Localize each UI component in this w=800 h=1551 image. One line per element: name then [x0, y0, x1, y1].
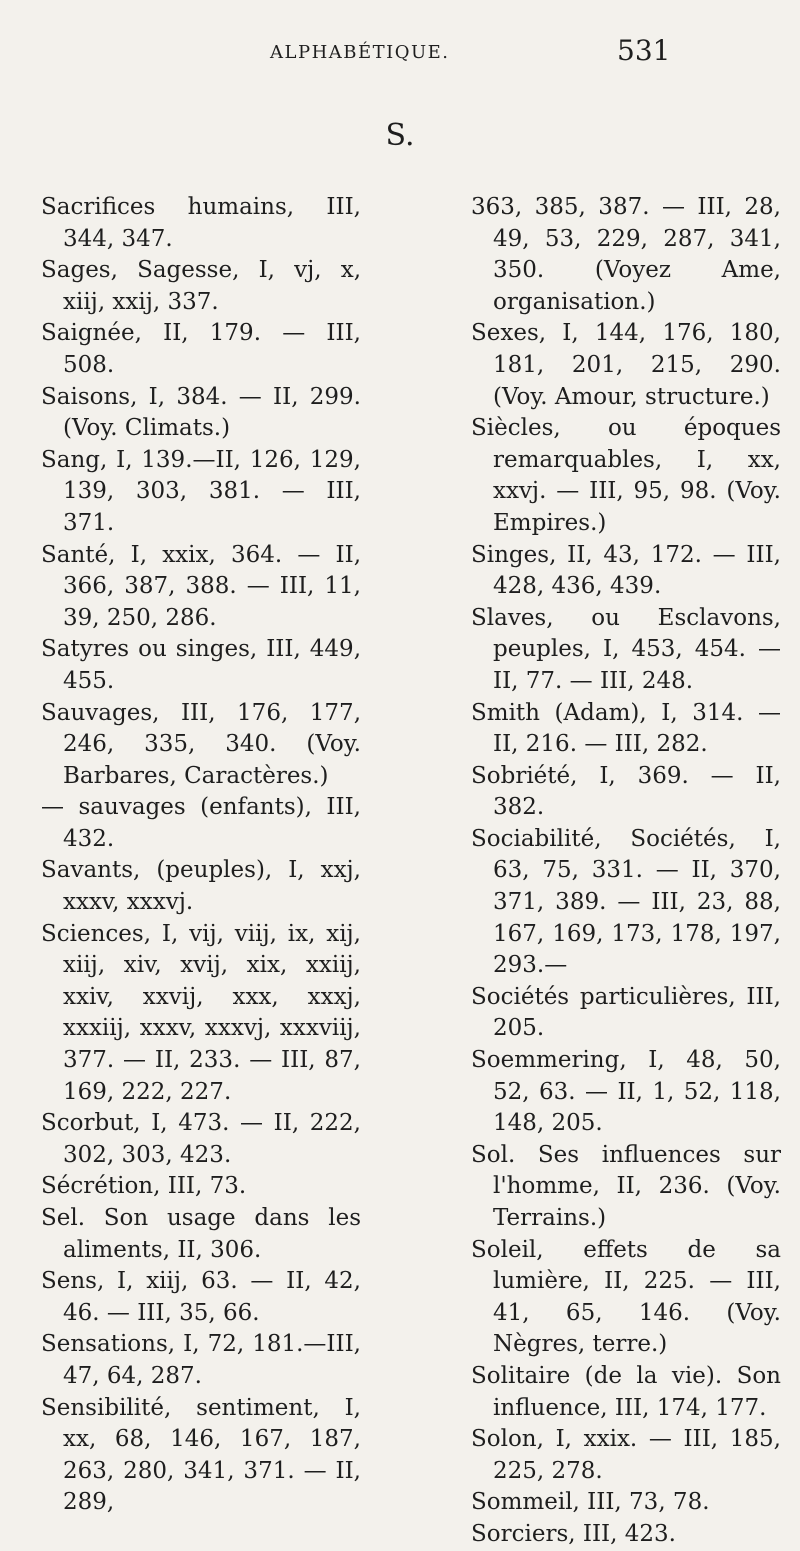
page-header: [0, 32, 800, 82]
index-entry: — sauvages (enfants), III, 432.: [41, 794, 361, 852]
index-entry: Sacrifices humains, III, 344, 347.: [41, 194, 361, 252]
index-entry: Sociabilité, Sociétés, I, 63, 75, 331. — II, 370, 371, 389. — III, 23, 88, 167, 169, 173, 178, 197, 293.—: [471, 825, 781, 979]
page-number: 531: [617, 34, 671, 67]
section-letter: S.: [385, 118, 415, 153]
running-head: ALPHABÉTIQUE.: [270, 42, 450, 63]
index-entry: Siècles, ou époques remarquables, I, xx, xxvj. — III, 95, 98. (Voy. Empires.): [471, 415, 781, 536]
left-column: [41, 192, 361, 1551]
index-entry: Singes, II, 43, 172. — III, 428, 436, 439.: [471, 541, 781, 600]
index-entry: Sciences, I, vij, viij, ix, xij, xiij, xiv, xvij, xix, xxiij, xxiv, xxvij, xxx, xxxj, xxxiij, xxxv, xxxvj, xxxviij, 377. — II, 233. — III, 87, 169, 222, 227.: [41, 920, 361, 1105]
index-entry: Slaves, ou Esclavons, peuples, I, 453, 454. — II, 77. — III, 248.: [471, 604, 781, 694]
index-columns: [41, 192, 781, 1551]
index-entry: Sensibilité, sentiment, I, xx, 68, 146, 167, 187, 263, 280, 341, 371. — II, 289,: [41, 1394, 361, 1516]
index-entry: Santé, I, xxix, 364. — II, 366, 387, 388. — III, 11, 39, 250, 286.: [41, 541, 361, 631]
index-entry: Soleil, effets de sa lumière, II, 225. — III, 41, 65, 146. (Voy. Nègres, terre.): [471, 1236, 781, 1358]
index-entry: Sol. Ses influences sur l'homme, II, 236. (Voy. Terrains.): [471, 1141, 781, 1231]
index-entry: Solitaire (de la vie). Son influence, III, 174, 177.: [471, 1362, 781, 1421]
index-entry: Sang, I, 139.—II, 126, 129, 139, 303, 381. — III, 371.: [41, 446, 361, 536]
index-entry: Sauvages, III, 176, 177, 246, 335, 340. (Voy. Barbares, Caractères.): [41, 699, 361, 789]
index-entry: Sexes, I, 144, 176, 180, 181, 201, 215, 290. (Voy. Amour, structure.): [471, 320, 781, 410]
index-entry: Sommeil, III, 73, 78.: [471, 1489, 710, 1516]
index-entry: Savants, (peuples), I, xxj, xxxv, xxxvj.: [41, 857, 361, 916]
index-entry: Soemmering, I, 48, 50, 52, 63. — II, 1, 52, 118, 148, 205.: [471, 1047, 781, 1137]
index-entry: Scorbut, I, 473. — II, 222, 302, 303, 423.: [41, 1110, 361, 1168]
index-entry: Sel. Son usage dans les aliments, II, 306.: [41, 1205, 361, 1263]
index-entry: Satyres ou singes, III, 449, 455.: [41, 636, 361, 694]
index-entry: Smith (Adam), I, 314. — II, 216. — III, 282.: [471, 699, 781, 758]
index-entry: Solon, I, xxix. — III, 185, 225, 278.: [471, 1426, 781, 1484]
index-entry: Saignée, II, 179. — III, 508.: [41, 320, 361, 378]
index-entry: Sécrétion, III, 73.: [41, 1173, 247, 1200]
index-entry: Sobriété, I, 369. — II, 382.: [471, 762, 781, 821]
index-entry: Sens, I, xiij, 63. — II, 42, 46. — III, 35, 66.: [41, 1268, 361, 1326]
index-entry: Sages, Sagesse, I, vj, x, xiij, xxij, 337.: [41, 257, 361, 315]
index-entry: Sociétés particulières, III, 205.: [471, 983, 781, 1042]
index-entry: Saisons, I, 384. — II, 299. (Voy. Climats.): [41, 383, 361, 442]
index-entry: 363, 385, 387. — III, 28, 49, 53, 229, 287, 341, 350. (Voyez Ame, organisation.): [471, 194, 781, 315]
index-entry: Sorciers, III, 423.: [471, 1520, 676, 1547]
index-entry: Sensations, I, 72, 181.—III, 47, 64, 287.: [41, 1331, 361, 1389]
right-column: [471, 192, 781, 1551]
